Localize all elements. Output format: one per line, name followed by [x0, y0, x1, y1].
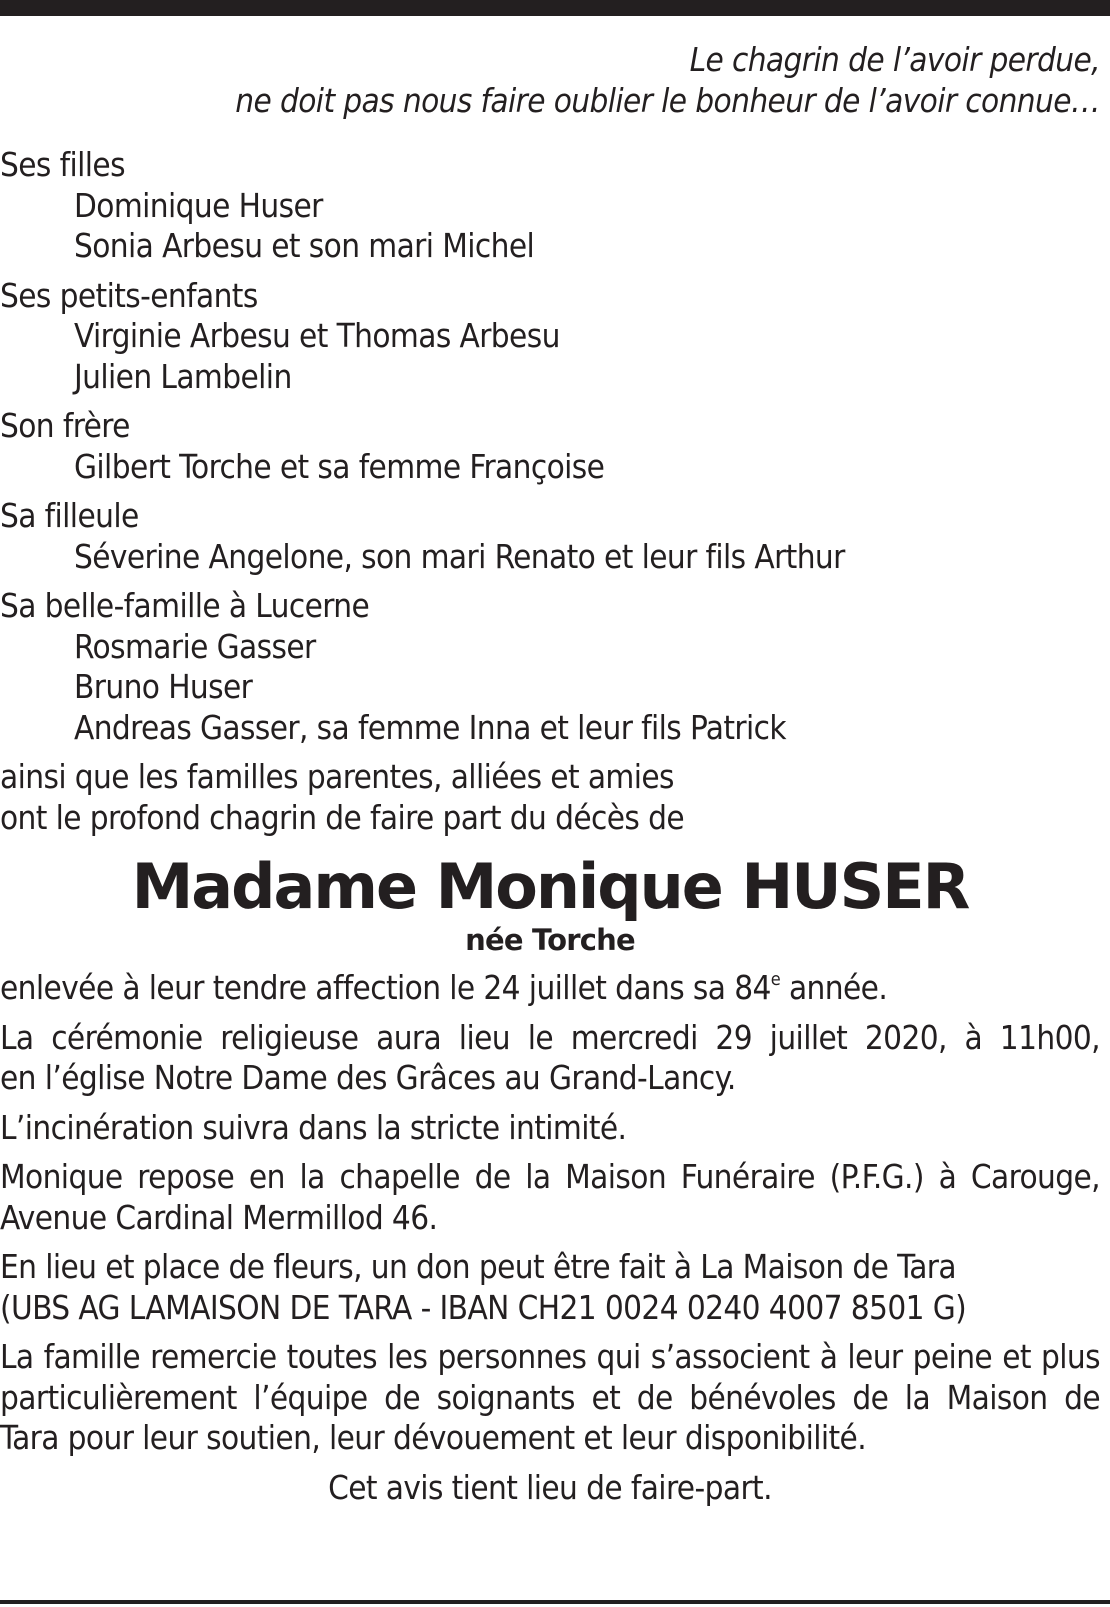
thanks-line: particulièrement l’équipe de soignants et de bénévoles de la Maison de [0, 1377, 1100, 1417]
death-notice [0, 40, 1100, 1508]
death-date-paragraph [0, 968, 1100, 1009]
epigraph-line: Le chagrin de l’avoir perdue, [689, 40, 1100, 79]
family-heading: Ses petits-enfants [0, 275, 258, 315]
death-date-text-end: année. [780, 968, 888, 1007]
rest-paragraph [0, 1157, 1100, 1238]
family-member: Séverine Angelone, son mari Renato et leur fils Arthur [74, 536, 845, 576]
top-rule [0, 0, 1110, 16]
epigraph-line: ne doit pas nous faire oublier le bonheur de l’avoir connue… [235, 80, 1100, 120]
family-heading: Son frère [0, 406, 130, 445]
rest-line: Monique repose en la chapelle de la Maison Funéraire (P.F.G.) à Carouge, [0, 1157, 1100, 1196]
deceased-name: Madame Monique HUSER [131, 850, 969, 923]
family-member: Julien Lambelin [74, 356, 292, 396]
thanks-line: La famille remercie toutes les personnes qui s’associent à leur peine et plus [0, 1337, 1100, 1376]
family-member: Andreas Gasser, sa femme Inna et leur fils Patrick [74, 707, 786, 747]
donation-paragraph [0, 1247, 1100, 1328]
family-group-in-laws [0, 586, 1100, 748]
ceremony-paragraph [0, 1018, 1100, 1099]
maiden-name: née Torche [465, 923, 635, 957]
ordinal-suffix: e [770, 969, 781, 990]
thanks-line: Tara pour leur soutien, leur dévouement et leur disponibilité. [0, 1418, 867, 1457]
ceremony-line: en l’église Notre Dame des Grâces au Grand-Lancy. [0, 1058, 736, 1097]
family-group-brother [0, 406, 1100, 487]
family-member: Dominique Huser [74, 185, 323, 225]
death-date-text: enlevée à leur tendre affection le 24 juillet dans sa 84 [0, 968, 771, 1007]
family-group-grandchildren [0, 276, 1100, 398]
family-member: Virginie Arbesu et Thomas Arbesu [74, 316, 560, 355]
cremation-line: L’incinération suivra dans la stricte intimité. [0, 1107, 627, 1147]
epigraph [0, 40, 1100, 121]
cremation-paragraph [0, 1108, 1100, 1149]
family-list [0, 145, 1100, 748]
death-date-line [0, 968, 1100, 1009]
bottom-rule [0, 1600, 1110, 1604]
family-member: Sonia Arbesu et son mari Michel [74, 226, 535, 265]
ceremony-line: La cérémonie religieuse aura lieu le mercredi 29 juillet 2020, à 11h00, [0, 1017, 1100, 1057]
closing-line: Cet avis tient lieu de faire-part. [328, 1467, 772, 1507]
thanks-paragraph [0, 1337, 1100, 1459]
family-heading: Sa filleule [0, 496, 139, 535]
announcement-intro [0, 757, 1100, 838]
donation-line: En lieu et place de fleurs, un don peut être fait à La Maison de Tara [0, 1247, 956, 1286]
donation-line: (UBS AG LAMAISON DE TARA - IBAN CH21 0024 0240 4007 8501 G) [0, 1287, 967, 1327]
family-member: Gilbert Torche et sa femme Françoise [74, 446, 605, 486]
intro-line: ont le profond chagrin de faire part du décès de [0, 797, 685, 837]
family-member: Bruno Huser [74, 667, 253, 706]
family-member: Rosmarie Gasser [74, 626, 316, 666]
family-heading: Ses filles [0, 145, 125, 184]
intro-line: ainsi que les familles parentes, alliées et amies [0, 757, 674, 796]
rest-line: Avenue Cardinal Mermillod 46. [0, 1197, 438, 1237]
family-group-daughters [0, 145, 1100, 267]
family-group-goddaughter [0, 496, 1100, 577]
family-heading: Sa belle-famille à Lucerne [0, 586, 370, 625]
